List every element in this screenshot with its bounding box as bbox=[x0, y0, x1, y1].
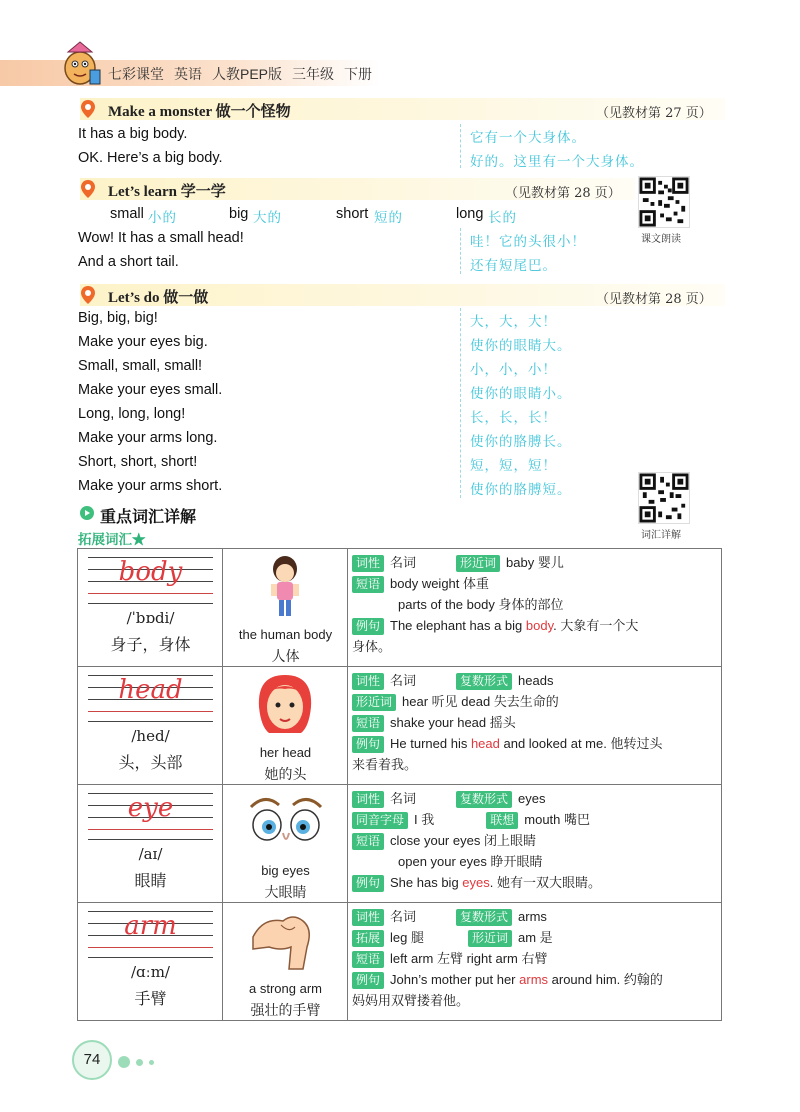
phrase-value-2: parts of the body 身体的部位 bbox=[398, 597, 564, 612]
section-title-monster: Make a monster 做一个怪物 bbox=[108, 104, 291, 120]
detail-cell bbox=[348, 785, 722, 903]
qr-code-icon[interactable] bbox=[638, 176, 690, 228]
image-cell bbox=[223, 785, 348, 903]
caption-cn: 大眼睛 bbox=[264, 884, 307, 900]
example-pre: The elephant has a big bbox=[390, 618, 526, 633]
learn-line-cn-1: 哇！它的头很小！ bbox=[470, 234, 586, 249]
tag-pos: 词性 bbox=[352, 791, 384, 808]
phrase-value-2: open your eyes 睁开眼睛 bbox=[398, 854, 543, 869]
detail-cell bbox=[348, 549, 722, 667]
vocab-meaning: 头，头部 bbox=[118, 755, 183, 772]
tag-similar: 形近词 bbox=[352, 694, 396, 711]
plural-value: heads bbox=[518, 673, 554, 688]
word-en-short: short bbox=[336, 206, 369, 222]
monster-line-cn-1: 它有一个大身体。 bbox=[470, 130, 586, 145]
caption-en: the human body bbox=[238, 627, 333, 642]
divider bbox=[460, 308, 461, 498]
do-line-en-4: Make your eyes small. bbox=[78, 382, 223, 398]
caption-cn: 人体 bbox=[271, 648, 300, 664]
tag-similar: 形近词 bbox=[456, 555, 500, 572]
learn-line-en-2: And a short tail. bbox=[78, 254, 179, 270]
do-line-cn-5: 长，长，长！ bbox=[470, 410, 557, 425]
divider bbox=[460, 124, 461, 168]
example-pre: John’s mother put her bbox=[390, 972, 520, 987]
tag-phrase: 短语 bbox=[352, 715, 384, 732]
word-cn-short: 短的 bbox=[374, 210, 403, 225]
do-line-en-8: Make your arms short. bbox=[78, 478, 223, 494]
do-line-en-3: Small, small, small! bbox=[78, 358, 203, 374]
tag-extension: 拓展 bbox=[352, 930, 384, 947]
do-line-en-5: Long, long, long! bbox=[78, 406, 186, 422]
tag-pos: 词性 bbox=[352, 673, 384, 690]
mascot-icon bbox=[60, 40, 102, 88]
header-volume: 下册 bbox=[344, 66, 373, 82]
section-title-do: Let’s do 做一做 bbox=[108, 290, 209, 306]
word-cn-small: 小的 bbox=[148, 210, 177, 225]
example-post: and looked at me. 他转过头 bbox=[499, 736, 663, 751]
vocab-meaning: 身子，身体 bbox=[110, 637, 191, 654]
word-cn-big: 大的 bbox=[253, 210, 282, 225]
image-cell bbox=[223, 549, 348, 667]
decor-dot bbox=[149, 1060, 154, 1065]
phrase-value: close your eyes 闭上眼睛 bbox=[390, 833, 536, 848]
decor-dot bbox=[118, 1056, 130, 1068]
strong-arm-illustration bbox=[223, 907, 348, 973]
example-pre: She has big bbox=[390, 875, 463, 890]
do-line-cn-8: 使你的胳膊短。 bbox=[470, 482, 572, 497]
learn-line-en-1: Wow! It has a small head! bbox=[78, 230, 244, 246]
image-cell bbox=[223, 903, 348, 1021]
example-post: around him. 约翰的 bbox=[548, 972, 663, 987]
example-cont: 身体。 bbox=[352, 639, 392, 654]
vocab-phonetic: /hed/ bbox=[131, 727, 170, 745]
vocab-title: 重点词汇详解 bbox=[100, 509, 197, 526]
homophone-value: I 我 bbox=[414, 812, 435, 827]
learn-line-cn-2: 还有短尾巴。 bbox=[470, 258, 557, 273]
vocab-meaning: 眼睛 bbox=[134, 873, 167, 890]
similar-value: hear 听见 dead 失去生命的 bbox=[402, 694, 559, 709]
tag-plural: 复数形式 bbox=[456, 673, 512, 690]
tag-phrase: 短语 bbox=[352, 951, 384, 968]
extension-value: leg 腿 bbox=[390, 930, 424, 945]
do-line-cn-4: 使你的眼睛小。 bbox=[470, 386, 572, 401]
word-cell bbox=[78, 549, 223, 667]
vocab-subtitle: 拓展词汇★ bbox=[78, 532, 146, 547]
vocab-word: arm bbox=[124, 911, 177, 941]
header-grade: 三年级 bbox=[292, 66, 335, 82]
association-value: mouth 嘴巴 bbox=[524, 812, 591, 827]
location-pin-icon bbox=[81, 286, 95, 304]
divider bbox=[460, 228, 461, 274]
do-line-cn-6: 使你的胳膊长。 bbox=[470, 434, 572, 449]
similar-value: baby 婴儿 bbox=[506, 555, 564, 570]
plural-value: eyes bbox=[518, 791, 546, 806]
vocab-phonetic: /aɪ/ bbox=[138, 845, 163, 863]
location-pin-icon bbox=[81, 100, 95, 118]
tag-homophone: 同音字母 bbox=[352, 812, 408, 829]
image-cell bbox=[223, 667, 348, 785]
decor-dot bbox=[136, 1059, 143, 1066]
tag-phrase: 短语 bbox=[352, 576, 384, 593]
monster-line-en-2: OK. Here’s a big body. bbox=[78, 150, 223, 166]
phrase-value: left arm 左臂 right arm 右臂 bbox=[390, 951, 548, 966]
example-highlight: body bbox=[525, 618, 554, 633]
pos-value: 名词 bbox=[390, 673, 417, 688]
vocab-phonetic: /ˈbɒdi/ bbox=[126, 609, 175, 627]
tag-association: 联想 bbox=[486, 812, 518, 829]
word-cell bbox=[78, 903, 223, 1021]
section-ref-learn: （见教材第 28 页） bbox=[505, 186, 621, 201]
do-line-cn-2: 使你的眼睛大。 bbox=[470, 338, 572, 353]
qr-label-learn: 课文朗读 bbox=[641, 234, 681, 245]
qr-code-icon[interactable] bbox=[638, 472, 690, 524]
example-post: . 大象有一个大 bbox=[553, 618, 639, 633]
section-ref-do: （见教材第 28 页） bbox=[596, 292, 712, 307]
do-line-en-6: Make your arms long. bbox=[78, 430, 218, 446]
do-line-en-7: Short, short, short! bbox=[78, 454, 198, 470]
do-line-en-1: Big, big, big! bbox=[78, 310, 158, 326]
phrase-value: body weight 体重 bbox=[390, 576, 490, 591]
vocab-table bbox=[77, 548, 722, 1021]
word-cn-long: 长的 bbox=[488, 210, 517, 225]
pos-value: 名词 bbox=[390, 555, 417, 570]
word-en-small: small bbox=[110, 206, 144, 222]
do-line-cn-7: 短，短，短！ bbox=[470, 458, 557, 473]
vocab-meaning: 手臂 bbox=[134, 991, 167, 1008]
caption-cn: 她的头 bbox=[264, 766, 307, 782]
example-highlight: head bbox=[470, 736, 500, 751]
example-highlight: eyes bbox=[462, 875, 490, 890]
caption-en: a strong arm bbox=[249, 981, 322, 996]
similar-value: am 是 bbox=[518, 930, 553, 945]
word-cell bbox=[78, 667, 223, 785]
header-title bbox=[108, 64, 382, 84]
location-pin-icon bbox=[81, 180, 95, 198]
header-subject: 英语 bbox=[174, 66, 202, 82]
caption-en: her head bbox=[259, 745, 312, 760]
table-row bbox=[78, 667, 722, 785]
monster-line-en-1: It has a big body. bbox=[78, 126, 188, 142]
big-eyes-illustration bbox=[223, 789, 348, 855]
word-en-long: long bbox=[456, 206, 484, 222]
detail-cell bbox=[348, 903, 722, 1021]
word-cell bbox=[78, 785, 223, 903]
do-line-cn-3: 小，小，小！ bbox=[470, 362, 557, 377]
vocab-word: head bbox=[118, 675, 183, 705]
word-en-big: big bbox=[229, 206, 249, 222]
example-cont: 来看着我。 bbox=[352, 757, 418, 772]
tag-pos: 词性 bbox=[352, 555, 384, 572]
tag-plural: 复数形式 bbox=[456, 909, 512, 926]
tag-example: 例句 bbox=[352, 736, 384, 753]
tag-similar: 形近词 bbox=[468, 930, 512, 947]
example-post: . 她有一双大眼睛。 bbox=[489, 875, 601, 890]
vocab-word: eye bbox=[127, 793, 174, 823]
header-edition: 人教PEP版 bbox=[212, 66, 283, 82]
header-series: 七彩课堂 bbox=[108, 66, 164, 82]
do-line-en-2: Make your eyes big. bbox=[78, 334, 208, 350]
table-row bbox=[78, 549, 722, 667]
tag-phrase: 短语 bbox=[352, 833, 384, 850]
girl-head-illustration bbox=[223, 671, 348, 737]
tag-example: 例句 bbox=[352, 618, 384, 635]
detail-cell bbox=[348, 667, 722, 785]
section-title-learn: Let’s learn 学一学 bbox=[108, 184, 226, 200]
example-pre: He turned his bbox=[390, 736, 471, 751]
tag-example: 例句 bbox=[352, 875, 384, 892]
pos-value: 名词 bbox=[390, 791, 417, 806]
vocab-phonetic: /ɑːm/ bbox=[131, 963, 170, 981]
play-circle-icon bbox=[80, 506, 94, 520]
table-row bbox=[78, 903, 722, 1021]
tag-pos: 词性 bbox=[352, 909, 384, 926]
pos-value: 名词 bbox=[390, 909, 417, 924]
example-highlight: arms bbox=[519, 972, 549, 987]
table-row bbox=[78, 785, 722, 903]
caption-en: big eyes bbox=[261, 863, 310, 878]
qr-label-do: 词汇详解 bbox=[641, 530, 681, 541]
girl-body-illustration bbox=[223, 553, 348, 619]
do-line-cn-1: 大，大，大！ bbox=[470, 314, 557, 329]
section-ref-monster: （见教材第 27 页） bbox=[596, 106, 712, 121]
page-number: 74 bbox=[72, 1040, 112, 1080]
phrase-value: shake your head 摇头 bbox=[390, 715, 516, 730]
tag-plural: 复数形式 bbox=[456, 791, 512, 808]
tag-example: 例句 bbox=[352, 972, 384, 989]
plural-value: arms bbox=[518, 909, 547, 924]
vocab-word: body bbox=[118, 557, 183, 587]
example-cont: 妈妈用双臂搂着他。 bbox=[352, 993, 470, 1008]
caption-cn: 强壮的手臂 bbox=[250, 1002, 321, 1018]
monster-line-cn-2: 好的。这里有一个大身体。 bbox=[470, 154, 644, 169]
